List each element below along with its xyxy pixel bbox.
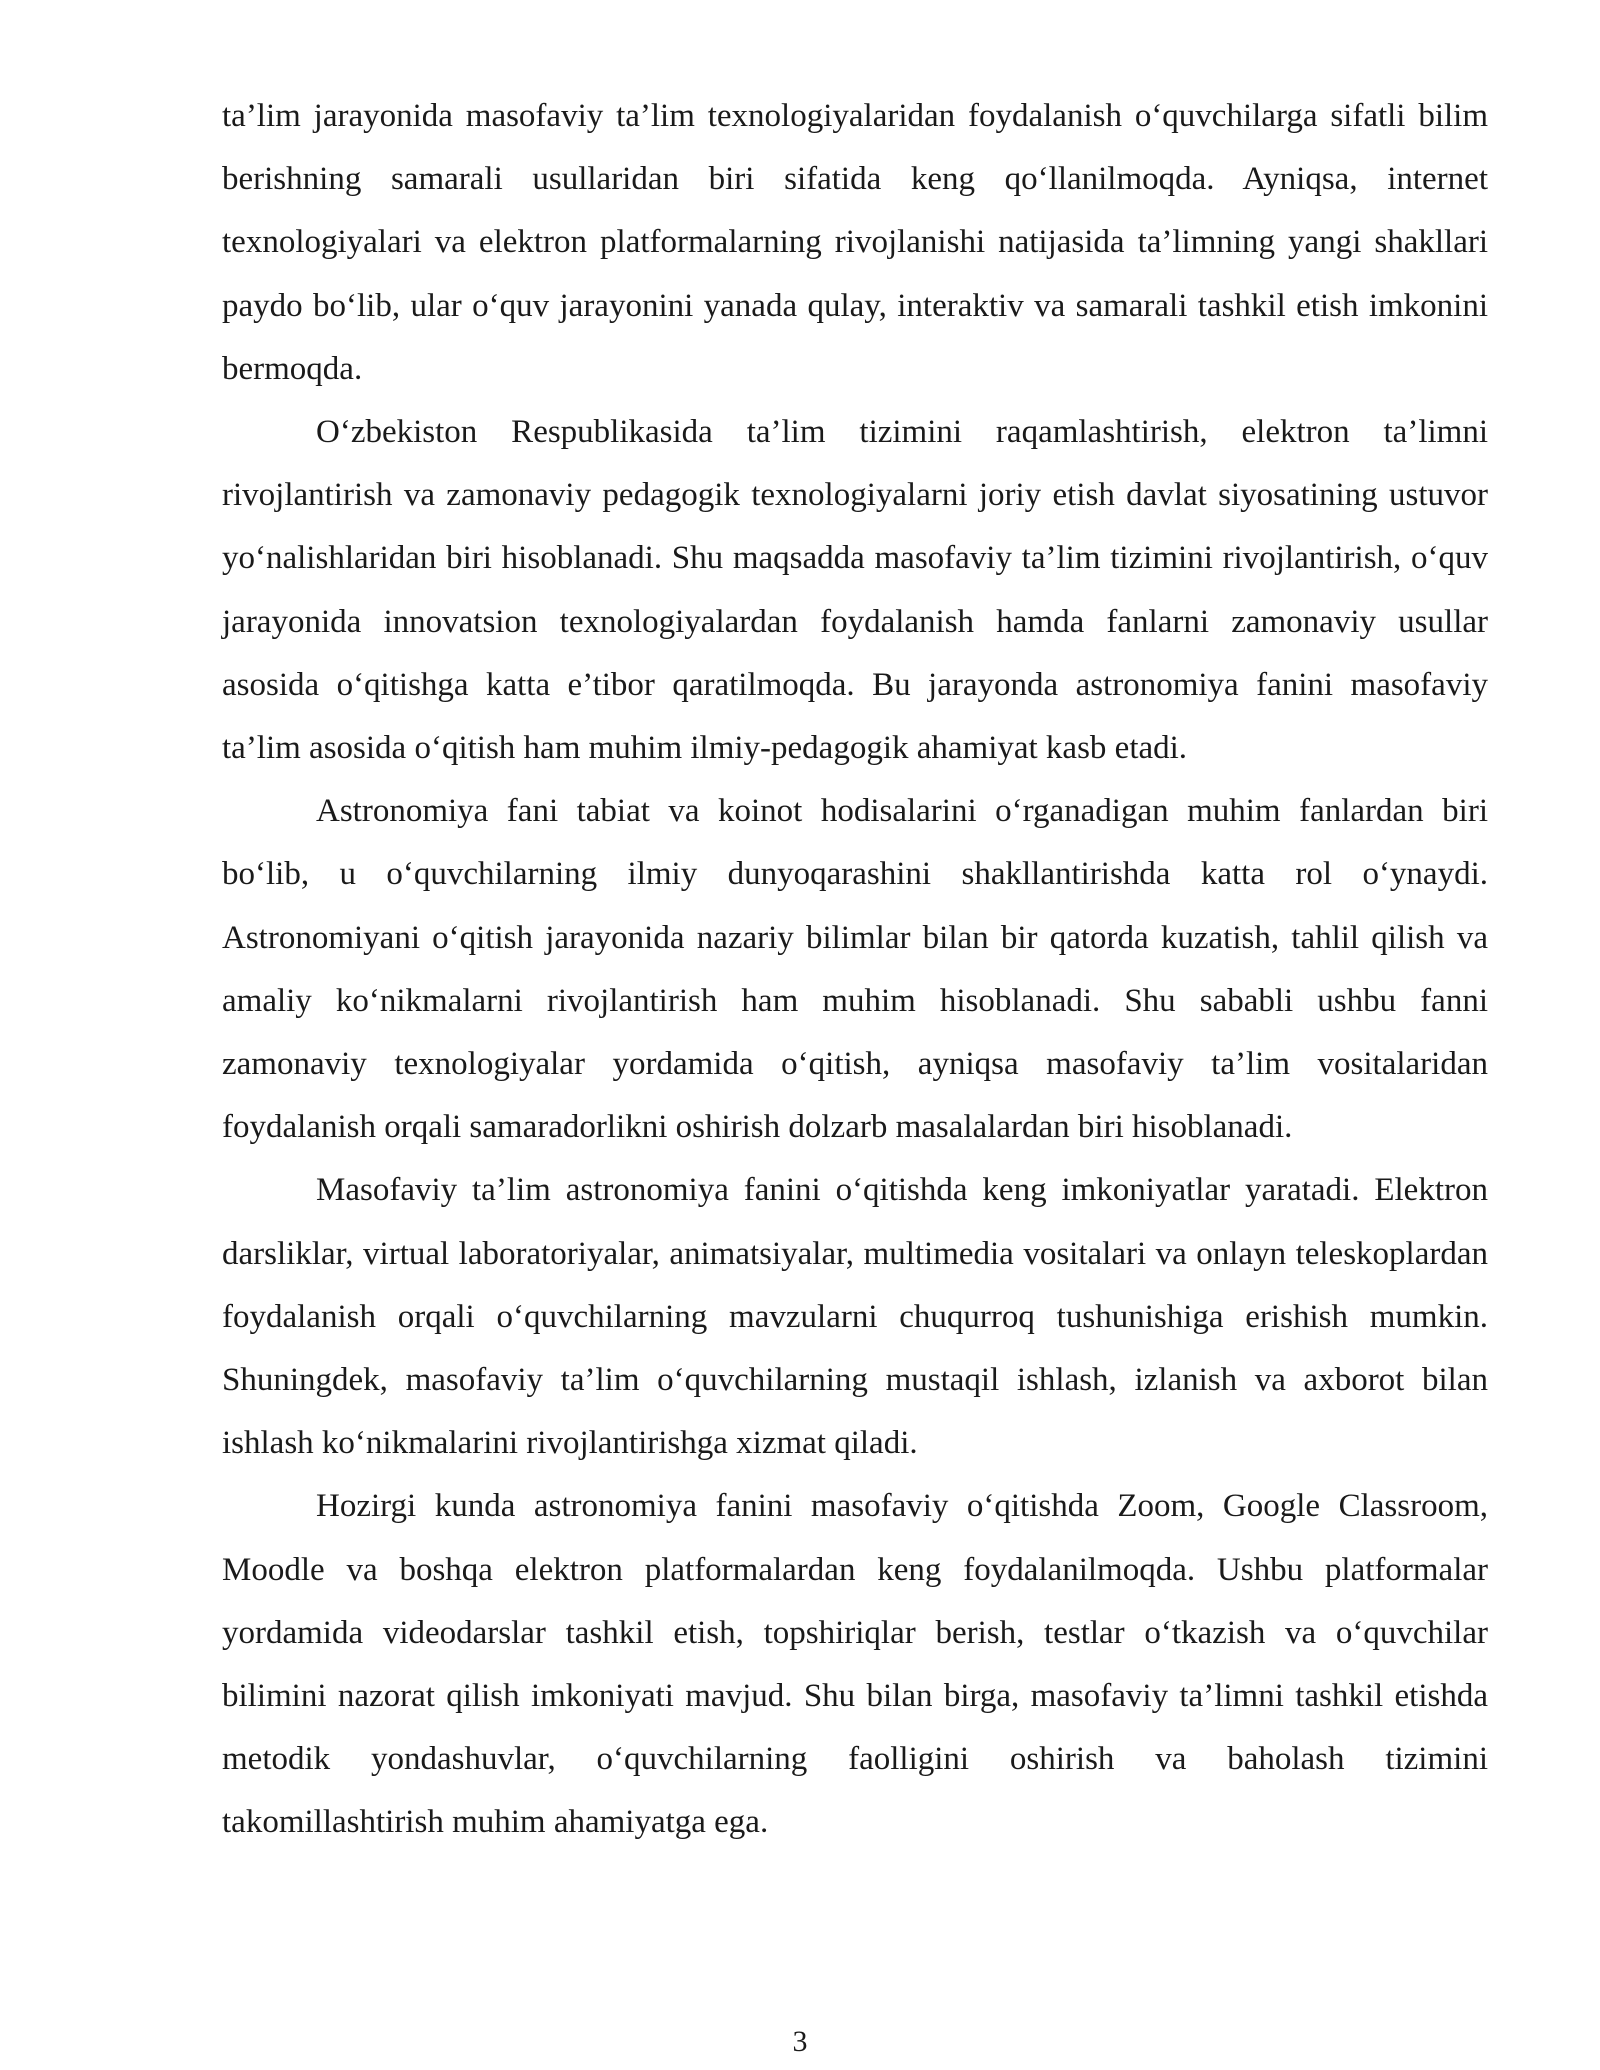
page-number: 3 bbox=[792, 2025, 808, 2058]
paragraph-electronic-platforms: Hozirgi kunda astronomiya fanini masofaviy o‘qitishda Zoom, Google Classroom, Moodle va boshqa elektron platformalardan keng foydalanilmoqda. Ushbu platformalar yordamida videodarslar tashkil etish, topshiriqlar berish, testlar o‘tkazish va o‘quvchilar bilimini nazorat qilish imkoniyati mavjud. Shu bilan birga, masofaviy ta’limni tashkil etishda metodik yondashuvlar, o‘quvchilarning faolligini oshirish va baholash tizimini takomillashtirish muhim ahamiyatga ega. bbox=[222, 1488, 1488, 1841]
paragraph-astronomy-importance: Astronomiya fani tabiat va koinot hodisalarini o‘rganadigan muhim fanlardan biri bo‘lib, u o‘quvchilarning ilmiy dunyoqarashini shakllantirishda katta rol o‘ynaydi. Astronomiyani o‘qitish jarayonida nazariy bilimlar bilan bir qatorda kuzatish, tahlil qilish va amaliy ko‘nikmalarni rivojlantirish ham muhim hisoblanadi. Shu sababli ushbu fanni zamonaviy texnologiyalar yordamida o‘qitish, ayniqsa masofaviy ta’lim vositalaridan foydalanish orqali samaradorlikni oshirish dolzarb masalalardan biri hisoblanadi. bbox=[222, 793, 1488, 1146]
body-text bbox=[222, 85, 1488, 1855]
paragraph-distance-learning-opportunities: Masofaviy ta’lim astronomiya fanini o‘qitishda keng imkoniyatlar yaratadi. Elektron darsliklar, virtual laboratoriyalar, animatsiyalar, multimedia vositalari va onlayn teleskoplardan foydalanish orqali o‘quvchilarning mavzularni chuqurroq tushunishiga erishish mumkin. Shuningdek, masofaviy ta’lim o‘quvchilarning mustaqil ishlash, izlanish va axborot bilan ishlash ko‘nikmalarini rivojlantirishga xizmat qiladi. bbox=[222, 1172, 1488, 1462]
paragraph-continuation: ta’lim jarayonida masofaviy ta’lim texnologiyalaridan foydalanish o‘quvchilarga sifatli bilim berishning samarali usullaridan biri sifatida keng qo‘llanilmoqda. Ayniqsa, internet texnologiyalari va elektron platformalarning rivojlanishi natijasida ta’limning yangi shakllari paydo bo‘lib, ular o‘quv jarayonini yanada qulay, interaktiv va samarali tashkil etish imkonini bermoqda. bbox=[222, 98, 1488, 387]
paragraph-digitalization-policy: O‘zbekiston Respublikasida ta’lim tizimini raqamlashtirish, elektron ta’limni rivojlantirish va zamonaviy pedagogik texnologiyalarni joriy etish davlat siyosatining ustuvor yo‘nalishlaridan biri hisoblanadi. Shu maqsadda masofaviy ta’lim tizimini rivojlantirish, o‘quv jarayonida innovatsion texnologiyalardan foydalanish hamda fanlarni zamonaviy usullar asosida o‘qitishga katta e’tibor qaratilmoqda. Bu jarayonda astronomiya fanini masofaviy ta’lim asosida o‘qitish ham muhim ilmiy-pedagogik ahamiyat kasb etadi. bbox=[222, 414, 1488, 767]
